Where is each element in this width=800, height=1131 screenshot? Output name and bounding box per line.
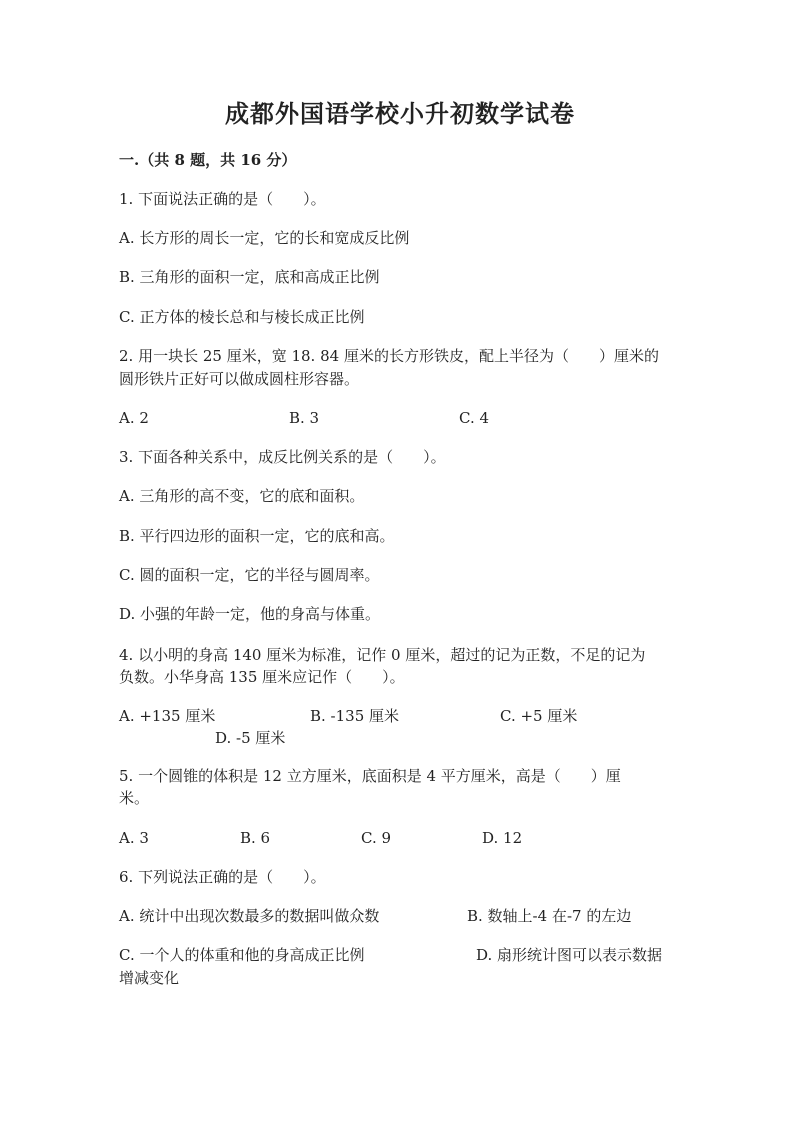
question-5-option-b: B. 6	[240, 829, 271, 847]
question-6-stem: 6. 下列说法正确的是（ ）。	[119, 868, 326, 886]
question-5-stem-line-2: 米。	[119, 789, 150, 807]
question-6-option-d: D. 扇形统计图可以表示数据	[476, 946, 663, 964]
question-6-option-b: B. 数轴上-4 在-7 的左边	[467, 907, 632, 925]
question-2-option-c: C. 4	[459, 409, 490, 427]
question-5-option-d: D. 12	[482, 829, 523, 847]
question-6-option-c: C. 一个人的体重和他的身高成正比例	[119, 946, 365, 964]
question-6-option-d-continuation: 增减变化	[119, 969, 180, 987]
question-3-option-c: C. 圆的面积一定，它的半径与圆周率。	[119, 566, 380, 584]
question-2-option-b: B. 3	[289, 409, 320, 427]
question-5-stem-line-1: 5. 一个圆锥的体积是 12 立方厘米，底面积是 4 平方厘米，高是（ ）厘	[119, 767, 621, 785]
question-1-stem: 1. 下面说法正确的是（ ）。	[119, 190, 326, 208]
question-3-option-b: B. 平行四边形的面积一定，它的底和高。	[119, 527, 395, 545]
question-4-option-b: B. -135 厘米	[310, 707, 400, 725]
question-3-option-d: D. 小强的年龄一定，他的身高与体重。	[119, 605, 381, 623]
question-1-option-b: B. 三角形的面积一定，底和高成正比例	[119, 268, 380, 286]
question-4-stem-line-1: 4. 以小明的身高 140 厘米为标准，记作 0 厘米，超过的记为正数，不足的记为	[119, 646, 646, 664]
section-header: 一.（共 8 题，共 16 分）	[119, 151, 297, 169]
question-5-option-a: A. 3	[119, 829, 149, 847]
question-1-option-c: C. 正方体的棱长总和与棱长成正比例	[119, 308, 365, 326]
question-5-option-c: C. 9	[361, 829, 392, 847]
question-4-option-d: D. -5 厘米	[215, 729, 286, 747]
question-2-option-a: A. 2	[119, 409, 149, 427]
question-4-option-a: A. +135 厘米	[119, 707, 216, 725]
question-4-option-c: C. +5 厘米	[500, 707, 578, 725]
question-2-stem-line-1: 2. 用一块长 25 厘米，宽 18. 84 厘米的长方形铁皮，配上半径为（ ）厘米的	[119, 347, 659, 365]
question-3-stem: 3. 下面各种关系中，成反比例关系的是（ ）。	[119, 448, 446, 466]
exam-title: 成都外国语学校小升初数学试卷	[225, 99, 575, 128]
question-2-stem-line-2: 圆形铁片正好可以做成圆柱形容器。	[119, 370, 360, 388]
question-1-option-a: A. 长方形的周长一定，它的长和宽成反比例	[119, 229, 410, 247]
question-3-option-a: A. 三角形的高不变，它的底和面积。	[119, 487, 365, 505]
question-6-option-a: A. 统计中出现次数最多的数据叫做众数	[119, 907, 380, 925]
question-4-stem-line-2: 负数。小华身高 135 厘米应记作（ ）。	[119, 668, 405, 686]
